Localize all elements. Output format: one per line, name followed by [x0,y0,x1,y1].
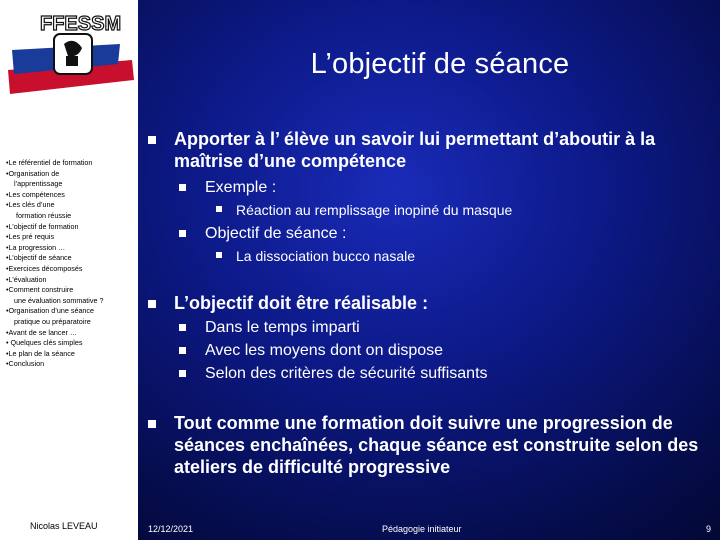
author-name: Nicolas LEVEAU [30,521,98,531]
square-bullet-icon [148,300,156,308]
slide-title: L’objectif de séance [310,48,570,80]
exemple-detail: Réaction au remplissage inopiné du masque [236,202,513,218]
sub-3-text: Selon des critères de sécurité suffisants [205,365,488,382]
point-2-text: L’objectif doit être réalisable : [174,293,429,313]
square-bullet-icon [179,324,186,331]
objectif-detail: La dissociation bucco nasale [236,248,416,264]
square-bullet-icon [148,136,156,144]
square-bullet-icon [216,252,222,258]
sub-point-securite [148,362,714,385]
toc-item: •Exercices décomposés [6,263,83,273]
page-number: 9 [706,524,712,534]
sub-point-objectif [148,222,714,245]
sub-point-moyens [148,339,714,362]
square-bullet-icon [179,347,186,354]
toc-item: l’apprentissage [6,179,63,189]
toc-item: •L’objectif de séance [6,253,72,263]
toc-item: •Avant de se lancer … [6,327,78,337]
toc-item: •Les clés d’une [6,200,55,210]
toc-item: • Quelques clés simples [6,338,83,348]
toc-item: •L’évaluation [6,274,47,284]
toc-item: •Organisation de [6,168,60,178]
sidebar-panel [0,0,138,540]
sub-sub-point-exemple [148,199,714,221]
table-of-contents [6,158,138,370]
toc-item: pratique ou préparatoire [6,316,91,326]
toc-item: •Les pré requis [6,232,55,242]
toc-item: •La progression … [6,242,66,252]
toc-item: formation réussie [6,210,72,220]
square-bullet-icon [179,230,186,237]
point-3-text: Tout comme une formation doit suivre une progression de séances enchaînées, chaque séance est construite selon des ateliers de difficulté progressive [174,413,699,477]
objectif-label: Objectif de séance : [205,225,347,242]
toc-item: •Organisation d’une séance [6,306,95,316]
toc-item: •Comment construire [6,285,74,295]
sub-2-text: Avec les moyens dont on dispose [205,342,444,359]
toc-item: •Les compétences [6,189,65,199]
square-bullet-icon [216,206,222,212]
square-bullet-icon [179,370,186,377]
footer-center: Pédagogie initiateur [382,524,462,534]
sub-sub-point-objectif [148,245,714,267]
toc-item: •L’objectif de formation [6,221,79,231]
toc-item: •Le référentiel de formation [6,158,93,167]
slide-content [148,128,714,478]
ffessm-logo-icon [6,4,134,102]
sub-point-temps [148,316,714,339]
toc-item: une évaluation sommative ? [6,295,104,305]
sub-1-text: Dans le temps imparti [205,319,360,336]
square-bullet-icon [179,184,186,191]
toc-item: •Conclusion [6,359,45,369]
sub-point-exemple [148,176,714,199]
exemple-label: Exemple : [205,179,277,196]
square-bullet-icon [148,420,156,428]
footer-date: 12/12/2021 [148,524,194,534]
svg-text:FFESSM: FFESSM [40,13,122,35]
point-1-text: Apporter à l’ élève un savoir lui permettant d’aboutir à la maîtrise d’une compétence [174,129,656,171]
bullet-point-2 [148,292,714,314]
bullet-point-1 [148,128,714,172]
bullet-point-3 [148,412,714,478]
toc-item: •Le plan de la séance [6,348,75,358]
